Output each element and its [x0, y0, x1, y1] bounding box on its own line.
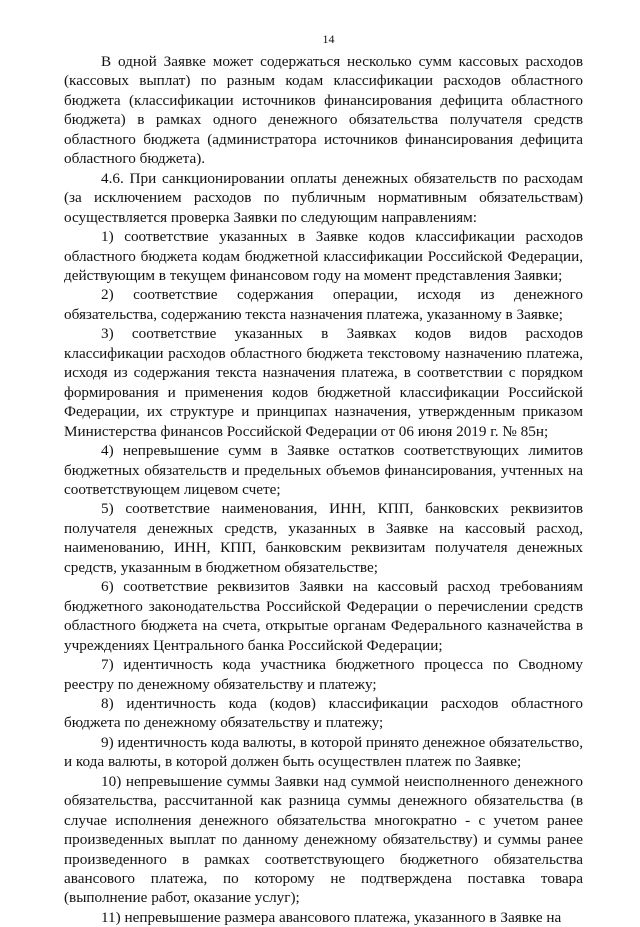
- page-number: 14: [322, 32, 335, 46]
- list-item-6: 6) соответствие реквизитов Заявки на кассовый расход требованиям бюджетного законодательства Российской Федерации о перечислении средств областного бюджета на счета, открытые органам Федерального казначейства в учреждениях Центрального банка Российской Федерации;: [64, 578, 583, 654]
- paragraph-amounts-note: В одной Заявке может содержаться несколько сумм кассовых расходов (кассовых выплат) по разным кодам классификации расходов областного бюджета (классификации источников финансирования дефицита областного бюджета) в рамках одного денежного обязательства получателя средств областного бюджета (администратора источников финансирования дефицита областного бюджета).: [64, 53, 583, 168]
- list-item-11: 11) непревышение размера авансового платежа, указанного в Заявке на: [101, 908, 562, 926]
- list-item-4: 4) непревышение сумм в Заявке остатков соответствующих лимитов бюджетных обязательств и предельных объемов финансирования, учтенных на соответствующем лицевом счете;: [64, 442, 583, 498]
- list-item-8: 8) идентичность кода (кодов) классификации расходов областного бюджета по денежному обязательству и платежу;: [64, 694, 583, 732]
- list-item-7: 7) идентичность кода участника бюджетного процесса по Сводному реестру по денежному обязательству и платежу;: [64, 656, 583, 693]
- list-item-10: 10) непревышение суммы Заявки над суммой неисполненного денежного обязательства, рассчитанной как разница суммы денежного обязательства (в случае исполнения денежного обязательства многократно - с учетом ранее произведенных выплат по данному денежному обязательству) и суммы ранее произведенного в рамках соответствующего бюджетного обязательства авансового платежа, по которому не подтверждена поставка товара (выполнение работ, оказание услуг);: [64, 772, 583, 907]
- paragraph-4-6: 4.6. При санкционировании оплаты денежных обязательств по расходам (за исключением расходов по публичным нормативным обязательствам) осуществляется проверка Заявки по следующим направлениям:: [64, 169, 583, 226]
- list-item-3: 3) соответствие указанных в Заявках кодов видов расходов классификации расходов областного бюджета текстовому назначению платежа, исходя из содержания текста назначения платежа, в соответствии с порядком формирования и применения кодов бюджетной классификации Российской Федерации, их структуре и принципах назначения, утвержденным приказом Министерства финансов Российской Федерации от 06 июня 2019 г. № 85н;: [64, 325, 583, 440]
- list-item-9: 9) идентичность кода валюты, в которой принято денежное обязательство, и кода валюты, в которой должен быть осуществлен платеж по Заявке;: [64, 733, 583, 771]
- list-item-5: 5) соответствие наименования, ИНН, КПП, банковских реквизитов получателя денежных средств, указанных в Заявке на кассовый расход, наименованию, ИНН, КПП, банковским реквизитам получателя денежных средств, указанным в бюджетном обязательстве;: [64, 500, 583, 576]
- list-item-1: 1) соответствие указанных в Заявке кодов классификации расходов областного бюджета кодам бюджетной классификации Российской Федерации, действующим в текущем финансовом году на момент представления Заявки;: [64, 228, 583, 284]
- list-item-2: 2) соответствие содержания операции, исходя из денежного обязательства, содержанию текста назначения платежа, указанному в Заявке;: [64, 286, 583, 323]
